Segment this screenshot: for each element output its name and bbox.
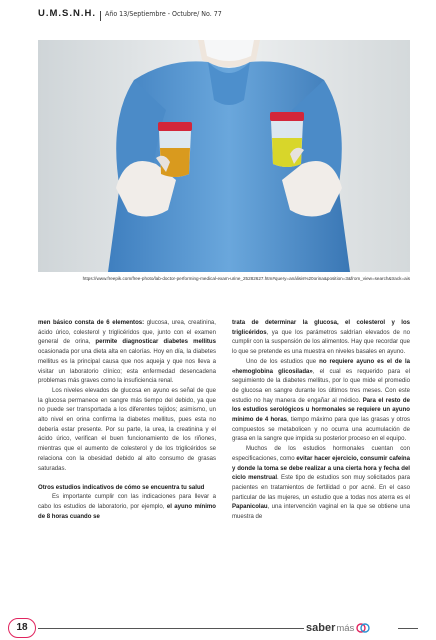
left-paragraph-2: Los niveles elevados de glucosa en ayuno es señal de que la glucosa permanece en sangre más tiempo del debido, ya que no puede ser transportada a los diferentes tejidos; asimismo, un alto nivel en orina confirma la diabetes mellitus, pues esta no debería estar presente. Por su parte, la urea, la creatinina y el ácido úrico, verifican el buen funcionamiento de los riñones, mientras que el aumento de colesterol y de los triglicéridos se relaciona con la obesidad debido al alto consumo de grasas saturadas. bbox=[38, 387, 216, 472]
right-paragraph-3: Muchos de los estudios hormonales cuentan con especificaciones, como evitar hacer ejercicio, consumir cafeína y donde la toma se debe realizar a una cierta hora y fecha del ciclo menstrual. Este tipo de estudios son muy solicitados para pacientes en tratamientos de fertilidad o por acné. En el caso particular de las mujeres, un estudio que a todas nos aterra es el Papanicolau, una intervención vaginal en la que se obtiene una muestra de bbox=[232, 446, 410, 521]
institution-name: U.M.S.N.H. bbox=[38, 8, 97, 19]
right-column bbox=[232, 319, 410, 523]
page-number: 18 bbox=[8, 618, 36, 638]
sabermas-logo bbox=[306, 620, 398, 636]
footer-rule-left bbox=[38, 628, 304, 629]
issue-info: Año 13/Septiembre - Octubre/ No. 77 bbox=[105, 10, 222, 18]
right-paragraph-2: Uno de los estudios que no requiere ayuno es el de la «hemoglobina glicosilada», el cual es requerido para el seguimiento de la diabetes mellitus, por lo que mide el promedio de glucosa en sangre durante los últimos tres meses. Con este estudio no hay manera de engañar al médico. Para el resto de los estudios serológicos u hormonales se requiere un ayuno mínimo de 4 horas, tiempo máximo para que las grasas y otros compuestos se metabolicen y no ocurra una acumulación de grasa en la sangre que impida su posterior proceso en el equipo. bbox=[232, 358, 410, 443]
logo-word-saber: saber bbox=[306, 622, 336, 634]
doctor-urine-samples-illustration bbox=[38, 40, 410, 272]
footer-rule-right bbox=[398, 628, 418, 629]
left-paragraph-3: Es importante cumplir con las indicaciones para llevar a cabo los estudios de laboratorio, por ejemplo, el ayuno mínimo de 8 horas cuando se bbox=[38, 494, 217, 520]
section-subheading: Otros estudios indicativos de cómo se encuentra tu salud bbox=[38, 484, 205, 491]
logo-word-mas: más bbox=[336, 622, 355, 634]
left-column bbox=[38, 319, 216, 523]
running-header bbox=[38, 8, 418, 24]
header-divider bbox=[100, 11, 101, 21]
page-footer bbox=[0, 618, 436, 640]
image-credit: https://www.freepik.com/free-photo/lab-doctor-performing-medical-exam-urine_25282627.htm#query=análisis%20orina&position=3&from_view=search&track=ais bbox=[82, 276, 410, 281]
logo-swirl-icon bbox=[356, 621, 370, 635]
left-paragraph-1: men básico consta de 6 elementos: glucosa, urea, creatinina, ácido úrico, colesterol y triglicéridos que, junto con el examen general de orina, permite diagnosticar diabetes mellitus ocasionada por una dieta alta en calorías. Hoy en día, la diabetes mellitus es la principal causa que nos aqueja y que nos lleva a visitar un laboratorio clínico; esta enfermedad desencadena problemas más graves como la insuficiencia renal. bbox=[38, 320, 216, 385]
article-photo bbox=[38, 40, 410, 272]
right-paragraph-1: trata de determinar la glucosa, el colesterol y los triglicéridos, ya que los parámetros saldrían elevados de no cumplir con la suspensión de los alimentos. Hay que recordar que lo que se pretende es una muestra en niveles basales en ayuno. bbox=[232, 320, 410, 356]
